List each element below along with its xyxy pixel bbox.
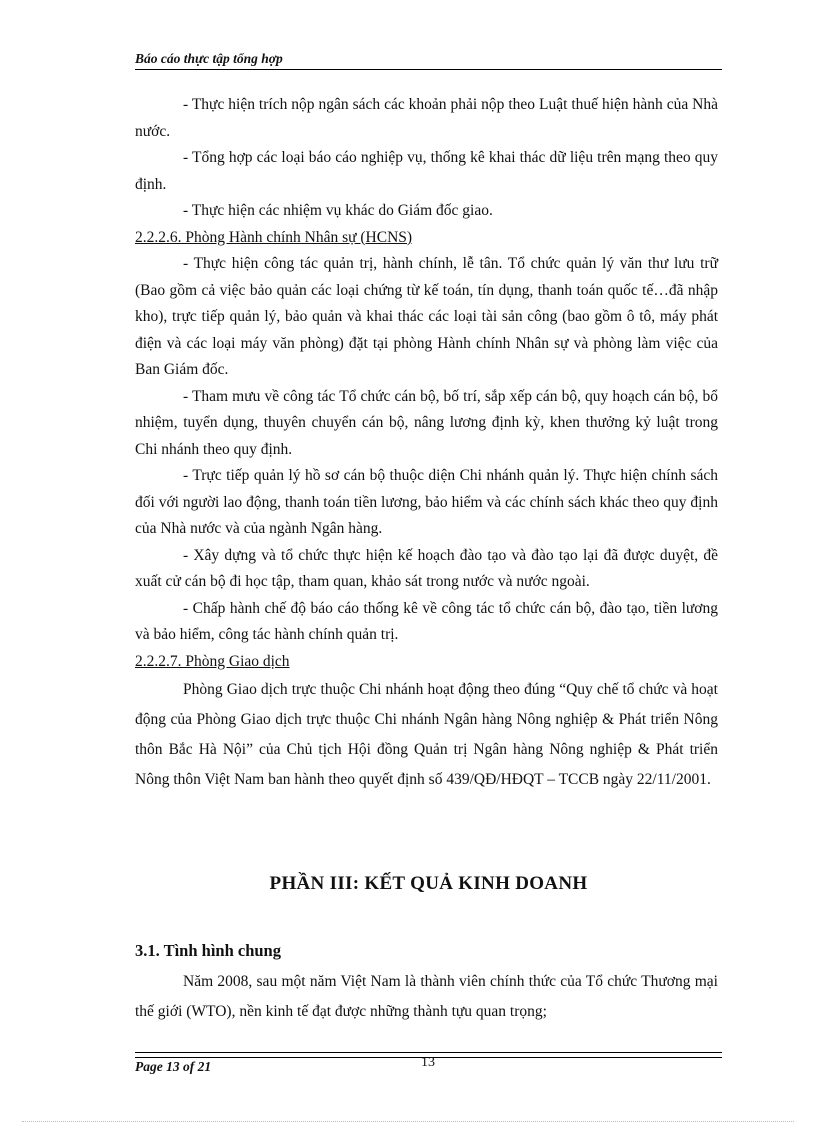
section-heading-2227: 2.2.2.7. Phòng Giao dịch — [135, 652, 290, 670]
section-heading-2226: 2.2.2.6. Phòng Hành chính Nhân sự (HCNS) — [135, 228, 413, 246]
footer-page-number: 13 — [421, 1055, 435, 1070]
paragraph: - Chấp hành chế độ báo cáo thống kê về công tác tổ chức cán bộ, đào tạo, tiền lương và bảo hiểm, công tác hành chính quản trị. — [135, 599, 718, 643]
part-title: PHẦN III: KẾT QUẢ KINH DOANH — [269, 873, 588, 894]
paragraph: Phòng Giao dịch trực thuộc Chi nhánh hoạt động theo đúng “Quy chế tổ chức và hoạt động của Phòng Giao dịch trực thuộc Chi nhánh Ngân hàng Nông nghiệp & Phát triển Nông thôn Bắc Hà Nội” của Chủ tịch Hội đồng Quản trị Ngân hàng Nông nghiệp & Phát triển Nông thôn Việt Nam ban hành theo quyết định số 439/QĐ/HĐQT – TCCB ngày 22/11/2001. — [135, 681, 718, 788]
body-block-2 — [135, 967, 718, 1027]
footer-page-label: Page 13 of 21 — [135, 1059, 212, 1074]
paragraph: - Thực hiện các nhiệm vụ khác do Giám đốc giao. — [183, 202, 493, 219]
paragraph: - Xây dựng và tổ chức thực hiện kế hoạch đào tạo và đào tạo lại đã được duyệt, đề xuất cử cán bộ đi học tập, tham quan, khảo sát trong nước và nước ngoài. — [135, 546, 718, 590]
body-block-1 — [135, 92, 718, 795]
paragraph: - Trực tiếp quản lý hồ sơ cán bộ thuộc diện Chi nhánh quản lý. Thực hiện chính sách đối với người lao động, thanh toán tiền lương, bảo hiểm và các chính sách khác theo quy định của Nhà nước và của ngành Ngân hàng. — [135, 467, 718, 537]
header-title: Báo cáo thực tập tổng hợp — [135, 51, 283, 66]
page-bottom-dotted-line — [22, 1121, 794, 1122]
page-header — [135, 51, 722, 70]
paragraph: - Thực hiện trích nộp ngân sách các khoản phải nộp theo Luật thuế hiện hành của Nhà nước. — [135, 96, 718, 140]
paragraph: - Tổng hợp các loại báo cáo nghiệp vụ, thống kê khai thác dữ liệu trên mạng theo quy định. — [135, 149, 718, 193]
section-title: 3.1. Tình hình chung — [135, 941, 281, 960]
paragraph: - Tham mưu về công tác Tổ chức cán bộ, bố trí, sắp xếp cán bộ, quy hoạch cán bộ, bổ nhiệm, tuyển dụng, thuyên chuyển cán bộ, nâng lương định kỳ, khen thưởng kỷ luật trong Chi nhánh theo quy định. — [135, 387, 718, 458]
paragraph: Năm 2008, sau một năm Việt Nam là thành viên chính thức của Tổ chức Thương mại thế giới (WTO), nền kinh tế đạt được những thành tựu quan trọng; — [135, 973, 718, 1020]
paragraph: - Thực hiện công tác quản trị, hành chính, lễ tân. Tổ chức quản lý văn thư lưu trữ (Bao gồm cả việc bảo quản các loại chứng từ kế toán, tín dụng, thanh toán quốc tế…đã nhập kho), trực tiếp quản lý, bảo quản và khai thác các loại tài sản công (bao gồm ô tô, máy phát điện và các loại máy văn phòng) đặt tại phòng Hành chính Nhân sự và phòng làm việc của Ban Giám đốc. — [135, 255, 718, 378]
